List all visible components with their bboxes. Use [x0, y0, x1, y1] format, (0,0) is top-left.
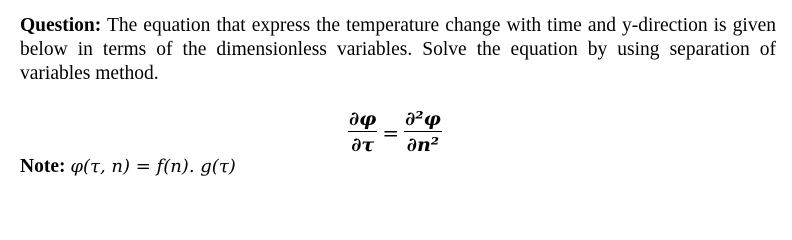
question-paragraph: [20, 14, 776, 86]
question-text: The equation that express the temperature change with time and y-direction is given below in terms of the dimensionless variables. Solve the equation by using separation of variables method.: [20, 15, 776, 84]
note-label: Note:: [20, 156, 66, 177]
note-formula: φ(τ, n) = f(n). g(τ): [70, 156, 236, 177]
rhs-fraction-bar: [404, 131, 442, 133]
lhs-fraction: [348, 108, 377, 157]
equals-sign: =: [382, 121, 400, 145]
lhs-denominator: ∂τ: [351, 134, 375, 157]
rhs-numerator: ∂²φ: [405, 107, 441, 130]
lhs-numerator: ∂φ: [349, 107, 377, 130]
heat-equation: [348, 104, 442, 160]
rhs-fraction: [404, 108, 442, 157]
note-line: [20, 155, 236, 179]
rhs-denominator: ∂n²: [406, 134, 440, 157]
question-label: Question:: [20, 15, 102, 36]
lhs-fraction-bar: [348, 131, 377, 133]
